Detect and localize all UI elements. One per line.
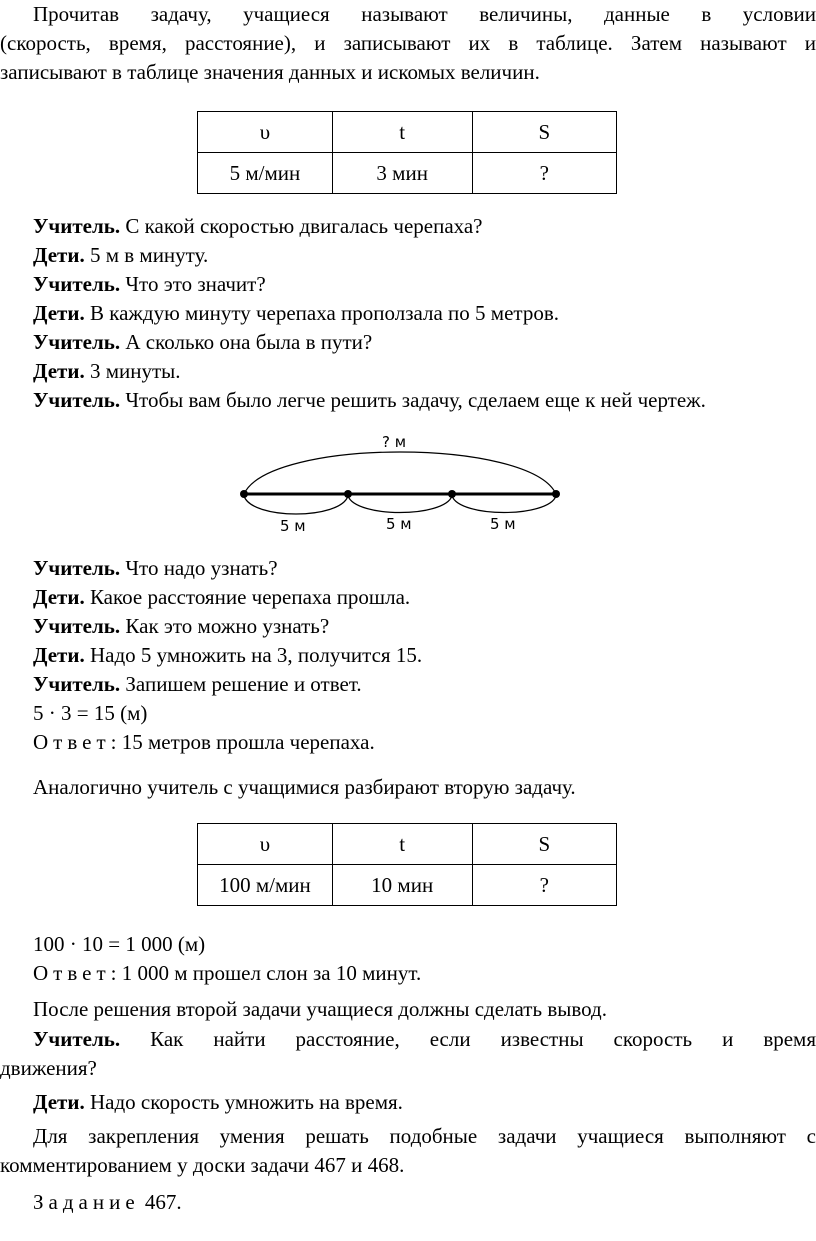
answer-line (0, 959, 816, 988)
consolidation-line-1: Для закрепления умения решать подобные задачи учащиеся выполняют с (33, 1124, 816, 1148)
header-speed: υ (198, 824, 333, 865)
dialog-line (0, 641, 816, 670)
table-row (198, 153, 617, 194)
task-word: Задание (33, 1190, 140, 1214)
speaker-label: Учитель. (33, 388, 121, 412)
dialog-line (0, 212, 816, 241)
answer-text: : 1 000 м прошел слон за 10 минут. (110, 961, 422, 985)
header-distance: S (472, 112, 616, 153)
dialog-1 (0, 212, 816, 415)
consolidation-paragraph (0, 1122, 816, 1180)
task-heading (0, 1188, 816, 1217)
answer-line (0, 728, 816, 757)
header-time: t (332, 824, 472, 865)
dialog-line (0, 554, 816, 583)
dialog-line (0, 386, 816, 415)
speaker-label: Учитель. (33, 672, 121, 696)
dialog-text: Надо скорость умножить на время. (89, 1090, 403, 1114)
speaker-label: Дети. (33, 301, 85, 325)
solution-2 (0, 930, 816, 988)
dialog-2 (0, 554, 816, 757)
intro-line-2: (скорость, время, расстояние), и записывают их в таблице. Затем называют и (0, 31, 816, 55)
reply-line (0, 1088, 816, 1117)
dialog-line (0, 328, 816, 357)
question-line-2: движения? (0, 1056, 97, 1080)
speaker-label: Учитель. (33, 614, 121, 638)
segment-arc (244, 496, 348, 514)
answer-word: Ответ (33, 961, 111, 985)
solution-expression: 100 · 10 = 1 000 (м) (33, 932, 206, 956)
speaker-label: Учитель. (33, 272, 121, 296)
speaker-label: Дети. (33, 359, 85, 383)
dialog-text: Что надо узнать? (125, 556, 278, 580)
speaker-label: Учитель. (33, 1027, 121, 1051)
consolidation-line-2: комментированием у доски задачи 467 и 468. (0, 1153, 405, 1177)
speaker-label: Дети. (33, 643, 85, 667)
question-text: Как найти расстояние, если известны скорость и время (150, 1027, 816, 1051)
dialog-text: Как это можно узнать? (125, 614, 330, 638)
intro-paragraph (0, 0, 816, 87)
intro-line-1: Прочитав задачу, учащиеся называют величины, данные в условии (33, 2, 816, 26)
speaker-label: Дети. (33, 1090, 85, 1114)
dialog-line (0, 670, 816, 699)
dialog-text: Чтобы вам было легче решить задачу, сделаем еще к ней чертеж. (125, 388, 706, 412)
table-row (198, 865, 617, 906)
segment-label: 5 м (386, 515, 412, 533)
segment-arc (348, 496, 452, 513)
header-distance: S (472, 824, 616, 865)
table-header-row (198, 112, 617, 153)
answer-text: : 15 метров прошла черепаха. (110, 730, 375, 754)
answer-word: Ответ (33, 730, 111, 754)
dialog-line (0, 270, 816, 299)
dialog-line (0, 241, 816, 270)
dialog-text: А сколько она была в пути? (125, 330, 373, 354)
cell-speed: 5 м/мин (198, 153, 333, 194)
dialog-text: Что это значит? (125, 272, 266, 296)
dialog-text: В каждую минуту черепаха проползала по 5 метров. (89, 301, 559, 325)
dialog-line (0, 612, 816, 641)
dialog-line (0, 299, 816, 328)
dialog-text: Надо 5 умножить на 3, получится 15. (89, 643, 423, 667)
cell-time: 3 мин (332, 153, 472, 194)
speaker-label: Учитель. (33, 330, 121, 354)
speaker-label: Учитель. (33, 214, 121, 238)
dialog-line (0, 583, 816, 612)
segment-label: 5 м (490, 515, 516, 533)
task-number: 467. (144, 1190, 182, 1214)
solution-expression: 5 · 3 = 15 (м) (33, 701, 148, 725)
dialog-text: 5 м в минуту. (89, 243, 209, 267)
header-speed: υ (198, 112, 333, 153)
intro-line-3: записывают в таблице значения данных и искомых величин. (0, 60, 540, 84)
segment-arc (452, 496, 556, 513)
segment-label: 5 м (280, 517, 306, 535)
header-time: t (332, 112, 472, 153)
total-distance-arc (244, 452, 556, 494)
analog-paragraph: Аналогично учитель с учащимися разбирают вторую задачу. (33, 775, 576, 799)
cell-distance: ? (472, 865, 616, 906)
cell-speed: 100 м/мин (198, 865, 333, 906)
distance-diagram (230, 428, 570, 543)
quantities-table-2 (197, 823, 617, 906)
cell-time: 10 мин (332, 865, 472, 906)
dialog-text: Какое расстояние черепаха прошла. (89, 585, 411, 609)
table-header-row (198, 824, 617, 865)
dialog-text: С какой скоростью двигалась черепаха? (125, 214, 483, 238)
quantities-table-1 (197, 111, 617, 194)
total-distance-label: ? м (382, 433, 407, 451)
speaker-label: Дети. (33, 585, 85, 609)
dialog-text: 3 минуты. (89, 359, 181, 383)
dialog-text: Запишем решение и ответ. (125, 672, 362, 696)
speaker-label: Дети. (33, 243, 85, 267)
speaker-label: Учитель. (33, 556, 121, 580)
cell-distance: ? (472, 153, 616, 194)
conclusion-paragraph: После решения второй задачи учащиеся должны сделать вывод. (33, 997, 607, 1021)
dialog-line (0, 357, 816, 386)
question-paragraph (0, 1025, 816, 1083)
question-line-1 (0, 1025, 816, 1054)
